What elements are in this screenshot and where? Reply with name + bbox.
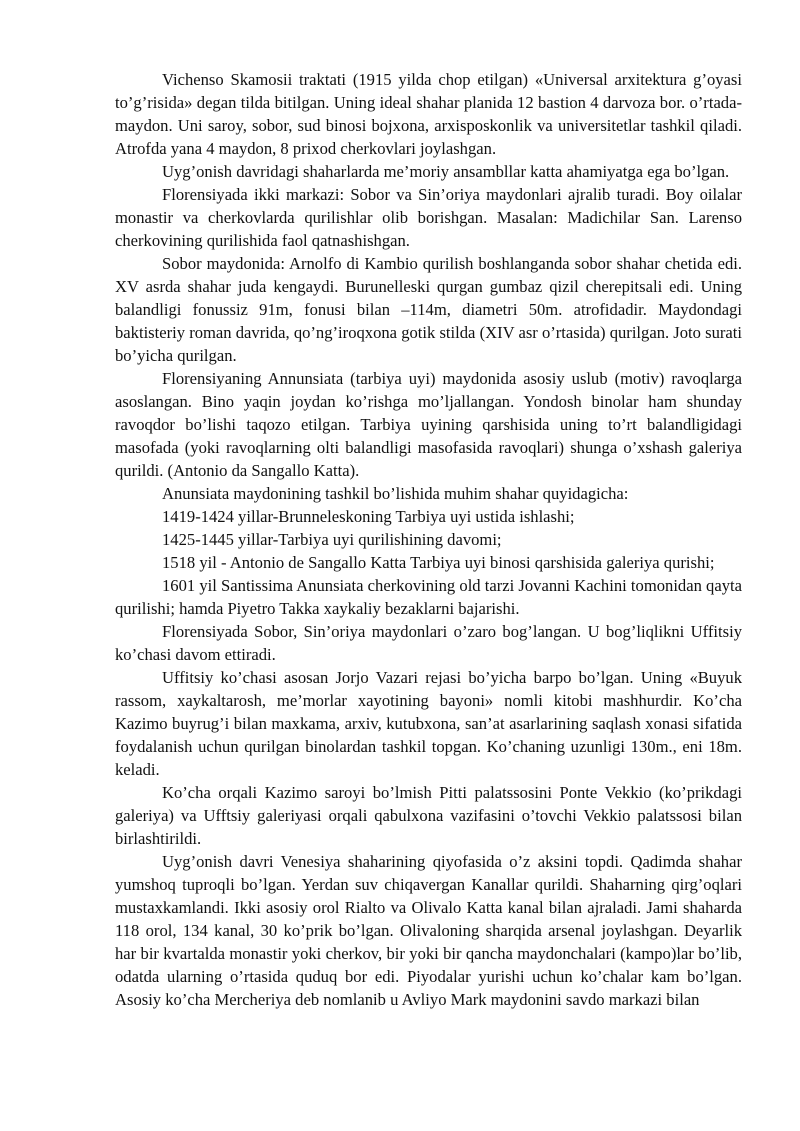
paragraph-venice: Uyg’onish davri Venesiya shaharining qiyofasida o’z aksini topdi. Qadimda shahar yumshoq tuproqli bo’lgan. Yerdan suv chiqavergan Kanallar qurildi. Shaharning qirg’oqlari mustaxkamlandi. Ikki asosiy orol Rialto va Olivalo Katta kanal bilan ajraladi. Jami shaharda 118 orol, 134 kanal, 30 ko’prik bo’lgan. Olivaloning sharqida arsenal joylashgan. Deyarlik har bir kvartalda monastir yoki cherkov, bir yoki bir qancha maydonchalari (kampo)lar bo’lib, odatda ularning o’rtasida quduq bor edi. Piyodalar yurishi uchun ko’chalar kam bo’lgan. Asosiy ko’cha Mercheriya deb nomlanib u Avliyo Mark maydonini savdo markazi bilan [115,852,742,1009]
paragraph-squares-linked: Florensiyada Sobor, Sin’oriya maydonlari o’zaro bog’langan. U bog’liqlikni Uffitsiy ko’chasi davom ettiradi. [115,622,742,664]
paragraph-timeline-1425: 1425-1445 yillar-Tarbiya uyi qurilishining davomi; [162,530,502,549]
paragraph-annunziata: Florensiyaning Annunsiata (tarbiya uyi) maydonida asosiy uslub (motiv) ravoqlarga asoslangan. Bino yaqin joydan ko’rishga mo’ljallangan. Yondosh binolar ham shunday ravoqdor bo’lishi taqozo etilgan. Tarbiya uyining qarshisida uning to’rt balandligidagi masofada (yoki ravoqlarning olti balandligi masofasida ravoqlari) shunga o’xshash galeriya qurildi. (Antonio da Sangallo Katta). [115,369,742,480]
paragraph-timeline-1419: 1419-1424 yillar-Brunneleskoning Tarbiya uyi ustida ishlashi; [162,507,575,526]
paragraph-uffizi-street: Uffitsiy ko’chasi asosan Jorjo Vazari rejasi bo’yicha barpo bo’lgan. Uning «Buyuk rassom, xaykaltarosh, me’morlar xayotining bayoni» nomli kitobi mashhurdir. Ko’cha Kazimo buyrug’i bilan maxkama, arxiv, kutubxona, san’at asarlarining saqlash xonasi sifatida foydalanish uchun qurilgan binolardan tashkil topgan. Ko’chaning uzunligi 130m., eni 18m. keladi. [115,668,742,779]
paragraph-skamosii: Vichenso Skamosii traktati (1915 yilda chop etilgan) «Universal arxitektura g’oyasi to’g’risida» degan tilda bitilgan. Uning ideal shahar planida 12 bastion 4 darvoza bor. o’rtada-maydon. Uni saroy, sobor, sud binosi bojxona, arxisposkonlik va universitetlar tashkil qiladi. Atrofda yana 4 maydon, 8 prixod cherkovlari joylashgan. [115,70,742,158]
document-page [115,68,742,1011]
paragraph-sobor-square: Sobor maydonida: Arnolfo di Kambio qurilish boshlanganda sobor shahar chetida edi. XV asrda shahar juda kengaydi. Burunelleski qurgan gumbaz qizil cherepitsali edi. Uning balandligi fonussiz 91m, fonusi bilan –114m, diametri 50m. atrofidadir. Maydondagi baktisteriy roman davrida, qo’ng’iroqxona gotik stilda (XIV asr o’rtasida) qurilgan. Joto surati bo’yicha qurilgan. [115,254,742,365]
paragraph-pitti-vecchio: Ko’cha orqali Kazimo saroyi bo’lmish Pitti palatssosini Ponte Vekkio (ko’prikdagi galeriya) va Ufftsiy galeriyasi orqali qabulxona vazifasini o’tovchi Vekkio palatssosi bilan birlashtirildi. [115,783,742,848]
paragraph-ensembles: Uyg’onish davridagi shaharlarda me’moriy ansambllar katta ahamiyatga ega bo’lgan. [162,162,730,181]
paragraph-annunziata-intro: Anunsiata maydonining tashkil bo’lishida muhim shahar quyidagicha: [162,484,629,503]
paragraph-timeline-1518: 1518 yil - Antonio de Sangallo Katta Tarbiya uyi binosi qarshisida galeriya qurishi; [162,553,715,572]
paragraph-florence-centers: Florensiyada ikki markazi: Sobor va Sin’oriya maydonlari ajralib turadi. Boy oilalar monastir va cherkovlarda qurilishlar olib borishgan. Masalan: Madichilar San. Larenso cherkovining qurilishida faol qatnashishgan. [115,185,742,250]
paragraph-timeline-1601: 1601 yil Santissima Anunsiata cherkovining old tarzi Jovanni Kachini tomonidan qayta qurilishi; hamda Piyetro Takka xaykaliy bezaklarni bajarishi. [115,576,742,618]
